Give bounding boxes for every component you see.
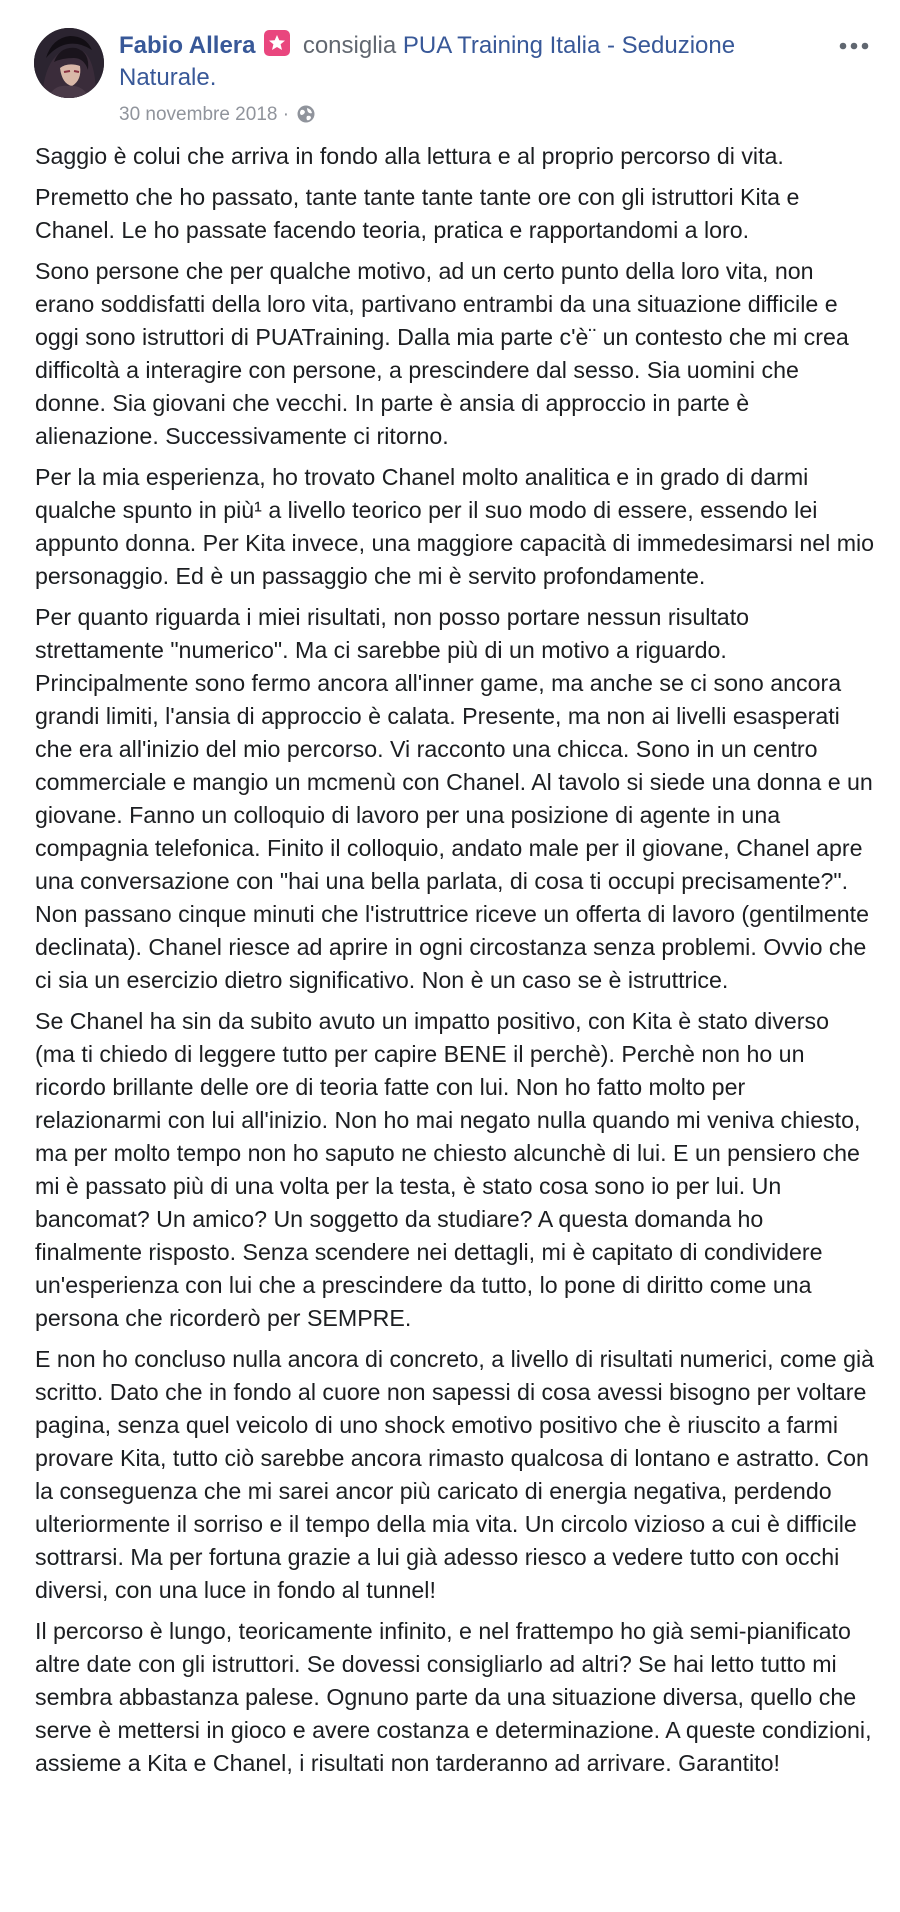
globe-icon[interactable] bbox=[296, 104, 316, 124]
date-separator: · bbox=[282, 104, 290, 125]
more-options-icon[interactable] bbox=[836, 34, 872, 58]
post-body bbox=[35, 140, 875, 1788]
post-paragraph: E non ho concluso nulla ancora di concreto, a livello di risultati numerici, come già scritto. Dato che in fondo al cuore non sapessi di cosa avessi bisogno per voltare pagina, senza quel veicolo di uno shock emotivo positivo che è riuscito a farmi provare Kita, tutto ciò sarebbe ancora rimasto qualcosa di lontano e astratto. Con la conseguenza che mi sarei ancor più caricato di energia negativa, perdendo ulteriormente il sorriso e il tempo della mia vita. Un circolo vizioso a cui è difficile sottrarsi. Ma per fortuna grazie a lui già adesso riesco a vedere tutto con occhi diversi, con una luce in fondo al tunnel! bbox=[35, 1346, 875, 1603]
post-paragraph: Per la mia esperienza, ho trovato Chanel molto analitica e in grado di darmi qualche spunto in più¹ a livello teorico per il suo modo di essere, essendo lei appunto donna. Per Kita invece, una maggiore capacità di immedesimarsi nel mio personaggio. Ed è un passaggio che mi è servito profondamente. bbox=[35, 464, 875, 589]
avatar-image bbox=[34, 28, 104, 98]
post-header-text bbox=[119, 30, 799, 94]
post-paragraph: Saggio è colui che arriva in fondo alla lettura e al proprio percorso di vita. bbox=[35, 143, 784, 169]
avatar[interactable] bbox=[34, 28, 104, 98]
author-name[interactable]: Fabio Allera bbox=[119, 32, 256, 59]
page-name-link[interactable]: PUA Training Italia - Seduzione Naturale. bbox=[119, 32, 736, 91]
post-paragraph: Premetto che ho passato, tante tante tante tante ore con gli istruttori Kita e Chanel. Le ho passate facendo teoria, pratica e rapportandomi a loro. bbox=[35, 184, 800, 243]
ellipsis-icon bbox=[836, 34, 872, 58]
action-text: consiglia bbox=[302, 32, 397, 59]
star-icon bbox=[267, 33, 287, 53]
post-paragraph: Se Chanel ha sin da subito avuto un impatto positivo, con Kita è stato diverso (ma ti chiedo di leggere tutto per capire BENE il perchè). Perchè non ho un ricordo brillante delle ore di teoria fatte con lui. Non ho fatto molto per relazionarmi con lui all'inizio. Non ho mai negato nulla quando mi veniva chiesto, ma per molto tempo non ho saputo ne chiesto alcunchè di lui. E un pensiero che mi è passato più di una volta per la testa, è stato cosa sono io per lui. Un bancomat? Un amico? Un soggetto da studiare? A questa domanda ho finalmente risposto. Senza scendere nei dettagli, mi è capitato di condividere un'esperienza con lui che a prescindere da tutto, lo pone di diritto come una persona che ricorderò per SEMPRE. bbox=[35, 1008, 861, 1331]
timestamp-row bbox=[119, 102, 316, 128]
post-header bbox=[34, 28, 884, 138]
post-paragraph: Sono persone che per qualche motivo, ad un certo punto della loro vita, non erano soddisfatti della loro vita, partivano entrambi da una situazione difficile e oggi sono istruttori di PUATraining. Dalla mia parte c'è¨ un contesto che mi crea difficoltà a interagire con persone, a prescindere dal sesso. Sia uomini che donne. Sia giovani che vecchi. In parte è ansia di approccio in parte è alienazione. Successivamente ci ritorno. bbox=[35, 258, 849, 449]
recommend-star-badge-icon bbox=[264, 30, 290, 56]
post-paragraph: Il percorso è lungo, teoricamente infinito, e nel frattempo ho già semi-pianificato altre date con gli istruttori. Se dovessi consigliarlo ad altri? Se hai letto tutto mi sembra abbastanza palese. Ognuno parte da una situazione diversa, quello che serve è mettersi in gioco e avere costanza e determinazione. A queste condizioni, assieme a Kita e Chanel, i risultati non tarderanno ad arrivare. Garantito! bbox=[35, 1618, 872, 1776]
post-paragraph: Per quanto riguarda i miei risultati, non posso portare nessun risultato strettamente "numerico". Ma ci sarebbe più di un motivo a riguardo. Principalmente sono fermo ancora all'inner game, ma anche se ci sono ancora grandi limiti, l'ansia di approccio è calata. Presente, ma non ai livelli esasperati che era all'inizio del mio percorso. Vi racconto una chicca. Sono in un centro commerciale e mangio un mcmenù con Chanel. Al tavolo si siede una donna e un giovane. Fanno un colloquio di lavoro per una posizione di agente in una compagnia telefonica. Finito il colloquio, andato male per il giovane, Chanel apre una conversazione con "hai una bella parlata, di cosa ti occupi precisamente?". Non passano cinque minuti che l'istruttrice riceve un offerta di lavoro (gentilmente declinata). Chanel riesce ad aprire in ogni circostanza senza problemi. Ovvio che ci sia un esercizio dietro significativo. Non è un caso se è istruttrice. bbox=[35, 604, 873, 993]
post-date[interactable]: 30 novembre 2018 bbox=[119, 104, 278, 125]
